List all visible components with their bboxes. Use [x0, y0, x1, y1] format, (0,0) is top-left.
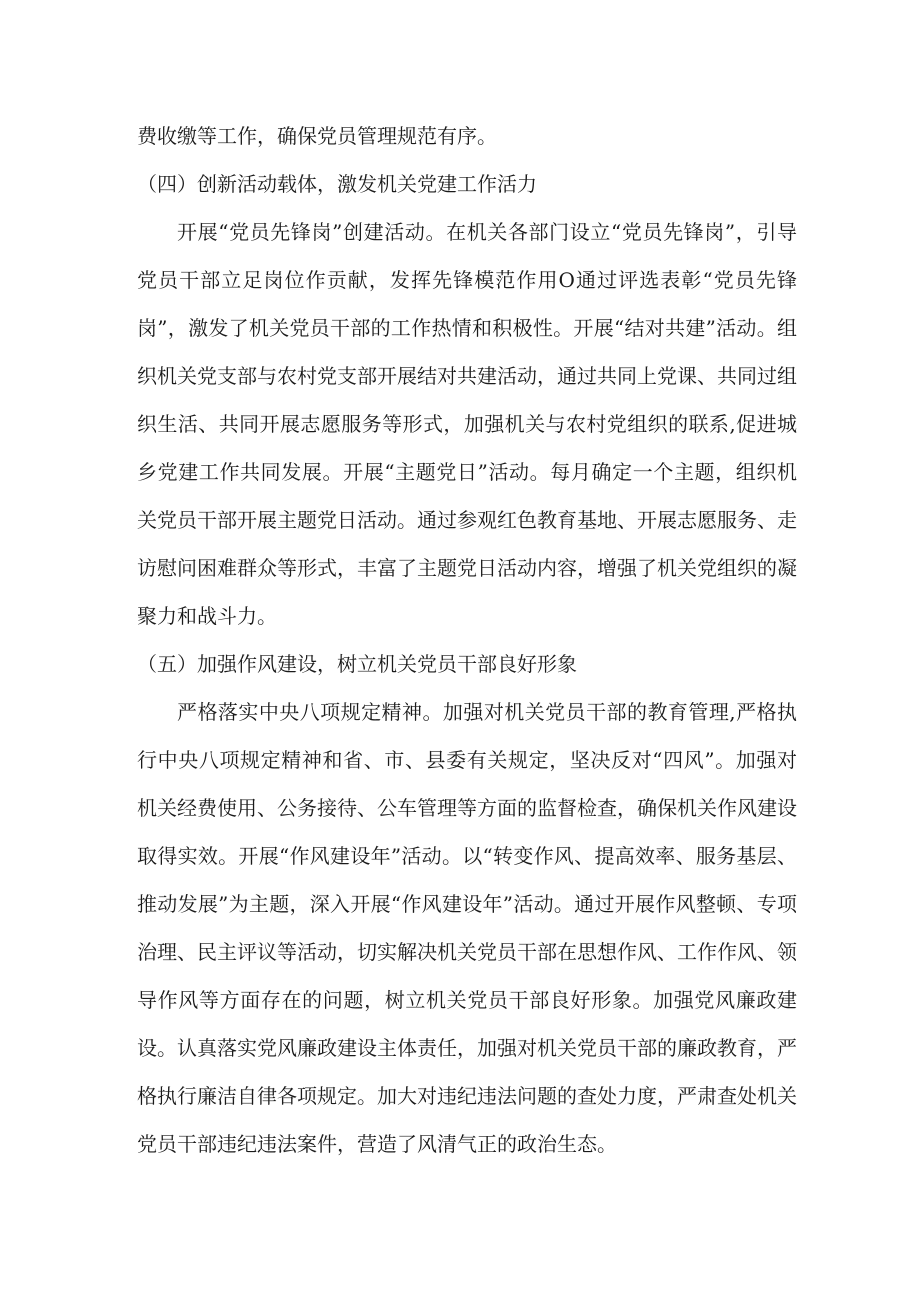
body-paragraph-activities: 开展“党员先锋岗”创建活动。在机关各部门设立“党员先锋岗”，引导党员干部立足岗位作贡献，发挥先锋模范作用O通过评选表彰“党员先锋岗”，激发了机关党员干部的工作热情和积极性。开展“结对共建”活动。组织机关党支部与农村党支部开展结对共建活动，通过共同上党课、共同过组织生活、共同开展志愿服务等形式，加强机关与农村党组织的联系,促进城乡党建工作共同发展。开展“主题党日”活动。每月确定一个主题，组织机关党员干部开展主题党日活动。通过参观红色教育基地、开展志愿服务、走访慰问困难群众等形式，丰富了主题党日活动内容，增强了机关党组织的凝聚力和战斗力。 — [137, 220, 797, 628]
section-heading-5: （五）加强作风建设，树立机关党员干部良好形象 — [137, 652, 577, 676]
body-paragraph-style: 严格落实中央八项规定精神。加强对机关党员干部的教育管理,严格执行中央八项规定精神和省、市、县委有关规定，坚决反对“四风”。加强对机关经费使用、公务接待、公车管理等方面的监督检查，确保机关作风建设取得实效。开展“作风建设年”活动。以“转变作风、提高效率、服务基层、推动发展”为主题，深入开展“作风建设年”活动。通过开展作风整顿、专项治理、民主评议等活动，切实解决机关党员干部在思想作风、工作作风、领导作风等方面存在的问题，树立机关党员干部良好形象。加强党风廉政建设。认真落实党风廉政建设主体责任，加强对机关党员干部的廉政教育，严格执行廉洁自律各项规定。加大对违纪违法问题的查处力度，严肃查处机关党员干部违纪违法案件，营造了风清气正的政治生态。 — [137, 700, 797, 1156]
document-body — [137, 112, 797, 1168]
continuation-paragraph: 费收缴等工作，确保党员管理规范有序。 — [137, 124, 497, 148]
section-heading-4: （四）创新活动载体，激发机关党建工作活力 — [137, 172, 537, 196]
